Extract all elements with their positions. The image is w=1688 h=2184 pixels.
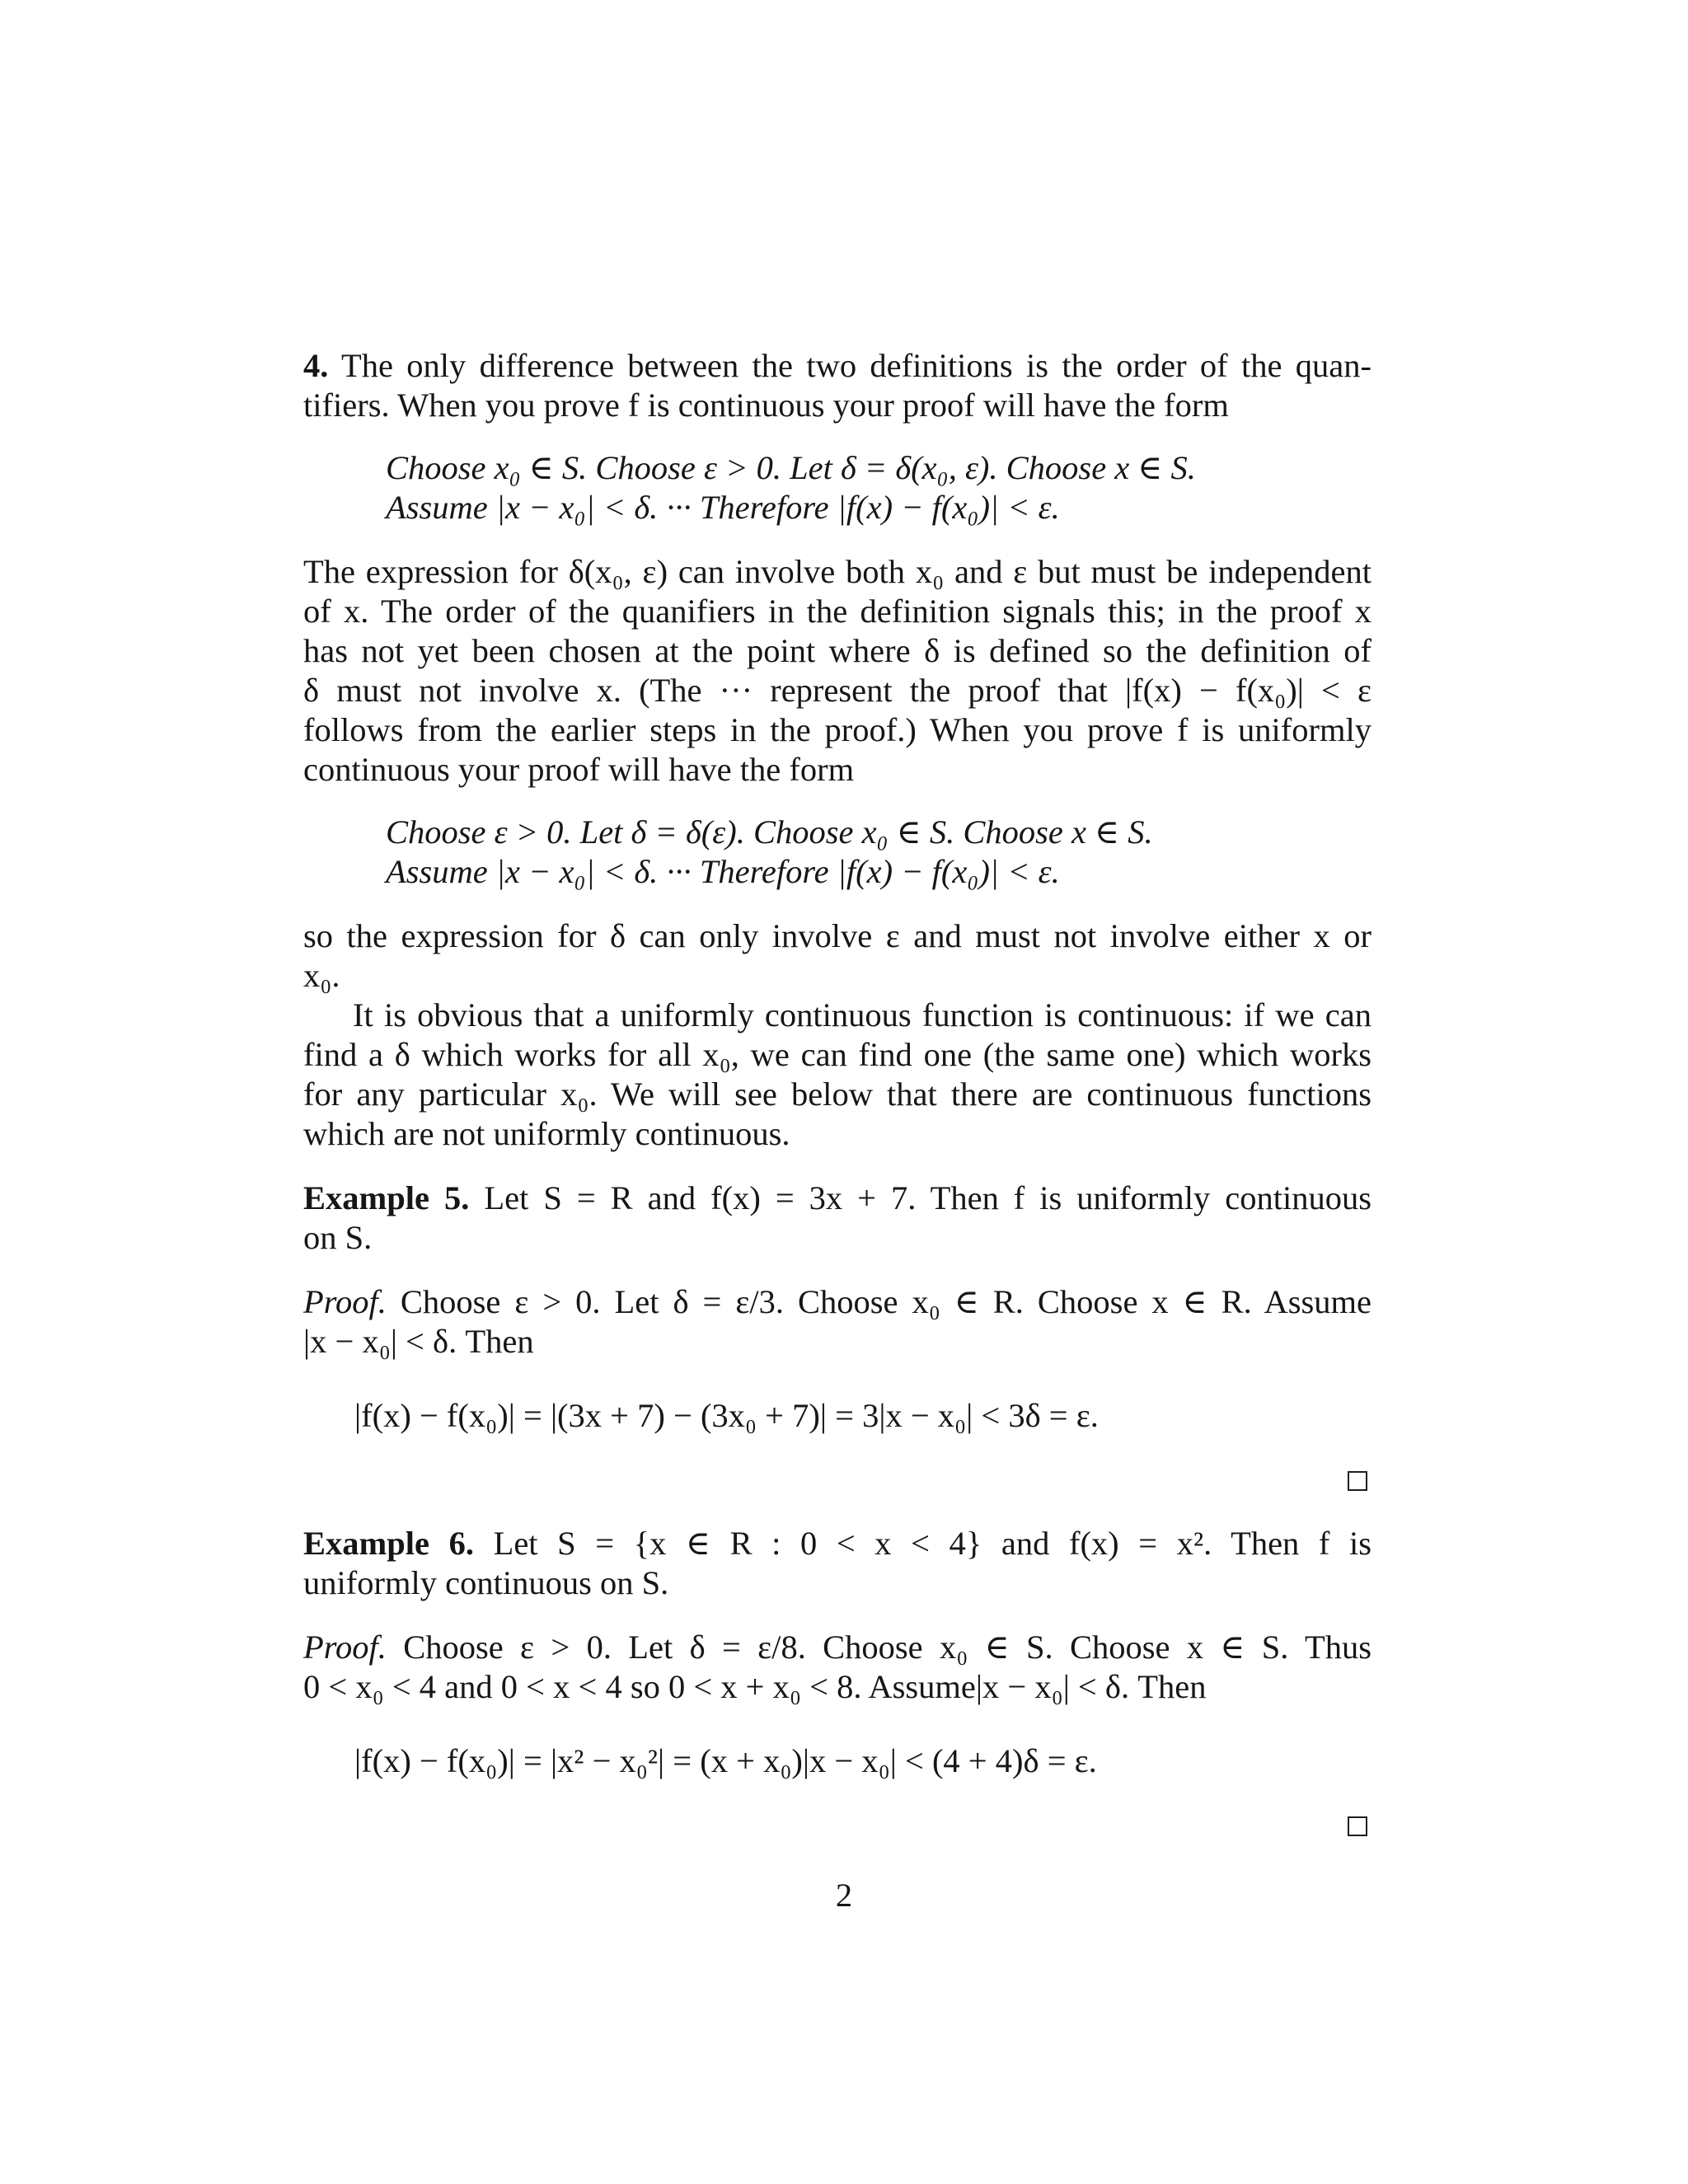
obvious-paragraph-line-3: for any particular x₀. We will see below that there are continuous functions (303, 1076, 1372, 1113)
obvious-paragraph-line-1: It is obvious that a uniformly continuous function is continuous: if we can (353, 996, 1372, 1033)
example-5-statement-line-1: Example 5. Let S = R and f(x) = 3x + 7. Then f is uniformly continuous (303, 1179, 1372, 1216)
obvious-paragraph-line-2: find a δ which works for all x₀, we can find one (the same one) which works (303, 1036, 1372, 1073)
qed-square-icon (1348, 1816, 1367, 1836)
example-6-proof-line-2: 0 < x₀ < 4 and 0 < x < 4 so 0 < x + x₀ < 8. Assume|x − x₀| < δ. Then (303, 1668, 1207, 1705)
example-5-equation: |f(x) − f(x₀)| = |(3x + 7) − (3x₀ + 7)| = 3|x − x₀| < 3δ = ε. (354, 1397, 1099, 1434)
example-6-proof-line-1: Proof. Choose ε > 0. Let δ = ε/8. Choose x₀ ∈ S. Choose x ∈ S. Thus (303, 1629, 1372, 1666)
example-5-statement-line-2: on S. (303, 1219, 373, 1256)
page-number: 2 (835, 1877, 853, 1914)
expression-paragraph-line-6: continuous your proof will have the form (303, 751, 855, 788)
example-6-statement-line-1: Example 6. Let S = {x ∈ R : 0 < x < 4} and f(x) = x². Then f is (303, 1525, 1372, 1562)
obvious-paragraph-line-4: which are not uniformly continuous. (303, 1115, 790, 1152)
delta-paragraph-line-1: so the expression for δ can only involve ε and must not involve either x or (303, 917, 1372, 954)
example-6-statement-line-2: uniformly continuous on S. (303, 1564, 669, 1601)
example-6-equation: |f(x) − f(x₀)| = |x² − x₀²| = (x + x₀)|x − x₀| < (4 + 4)δ = ε. (354, 1742, 1097, 1779)
uniform-proof-form-line-2: Assume |x − x₀| < δ. ··· Therefore |f(x) − f(x₀)| < ε. (386, 853, 1060, 890)
continuous-proof-form-line-1: Choose x₀ ∈ S. Choose ε > 0. Let δ = δ(x₀, ε). Choose x ∈ S. (386, 449, 1196, 486)
expression-paragraph-line-1: The expression for δ(x₀, ε) can involve both x₀ and ε but must be independent (303, 553, 1372, 590)
example-5-proof-line-1: Proof. Choose ε > 0. Let δ = ε/3. Choose x₀ ∈ R. Choose x ∈ R. Assume (303, 1283, 1372, 1320)
expression-paragraph-line-3: has not yet been chosen at the point where δ is defined so the definition of (303, 632, 1372, 669)
qed-square-icon (1348, 1471, 1367, 1491)
uniform-proof-form-line-1: Choose ε > 0. Let δ = δ(ε). Choose x₀ ∈ S. Choose x ∈ S. (386, 813, 1153, 851)
expression-paragraph-line-4: δ must not involve x. (The ··· represent the proof that |f(x) − f(x₀)| < ε (303, 672, 1372, 709)
paragraph-4-line-1: 4. The only difference between the two definitions is the order of the quan- (303, 347, 1372, 384)
delta-paragraph-line-2: x₀. (303, 957, 340, 994)
expression-paragraph-line-2: of x. The order of the quanifiers in the definition signals this; in the proof x (303, 593, 1372, 630)
example-5-proof-line-2: |x − x₀| < δ. Then (303, 1323, 534, 1360)
expression-paragraph-line-5: follows from the earlier steps in the proof.) When you prove f is uniformly (303, 711, 1372, 748)
paragraph-4-line-2: tifiers. When you prove f is continuous your proof will have the form (303, 387, 1229, 424)
continuous-proof-form-line-2: Assume |x − x₀| < δ. ··· Therefore |f(x) − f(x₀)| < ε. (386, 489, 1060, 526)
